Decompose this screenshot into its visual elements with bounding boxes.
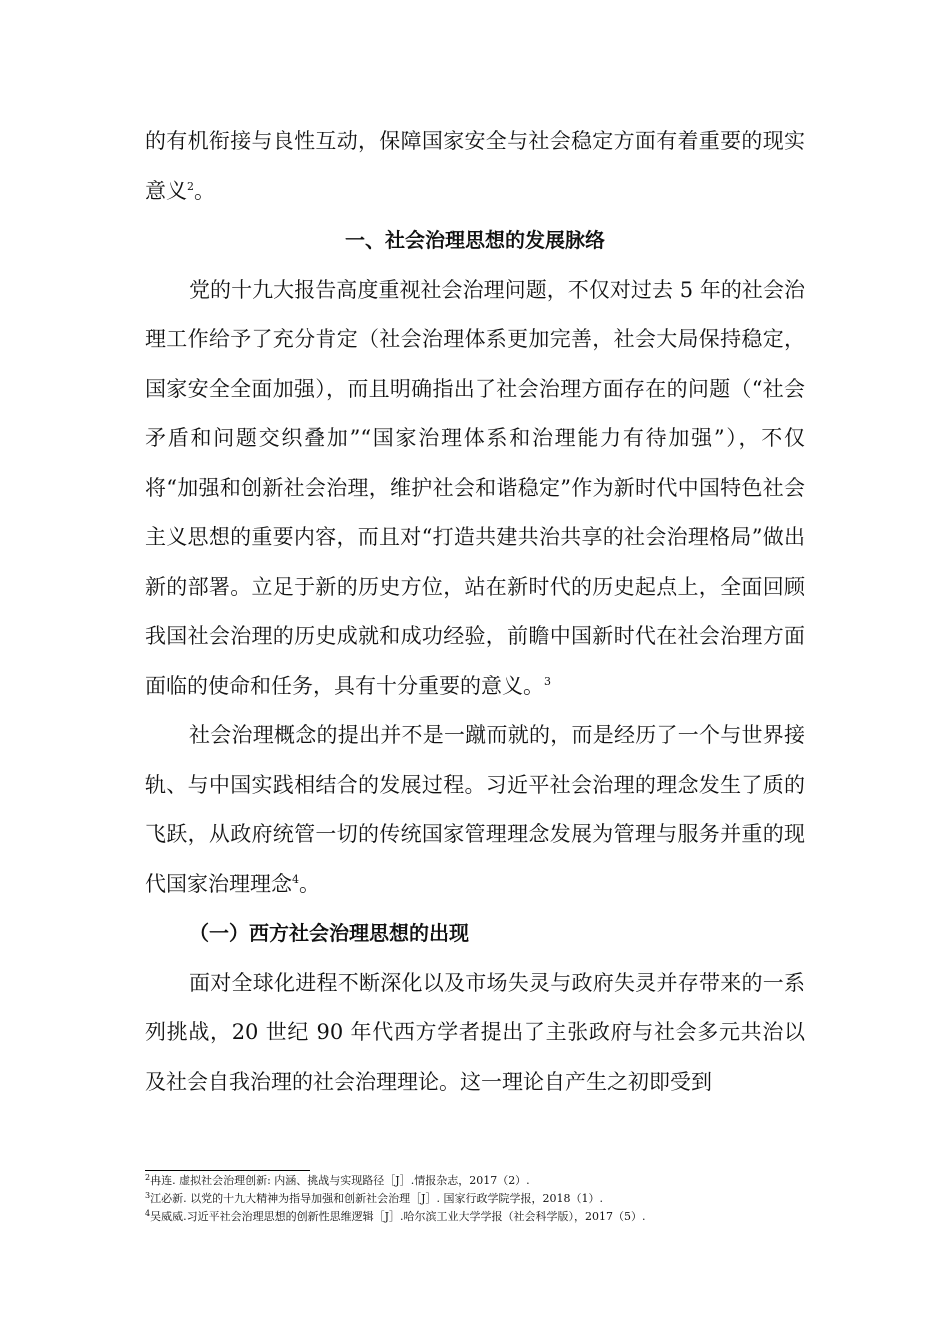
footnote: $^2$冉连. 虚拟社会治理创新: 内涵、挑战与实现路径［J］.情报杂志，2017（2）. — [145, 1173, 530, 1187]
footnote-separator — [145, 1170, 310, 1171]
paragraph: 社会治理概念的提出并不是一蹴而就的，而是经历了一个与世界接轨、与中国实践相结合的发展过程。习近平社会治理的理念发生了质的飞跃，从政府统管一切的传统国家管理理念发展为管理与服务并重的现代国家治理理念$^4$。 — [145, 723, 805, 896]
paragraph-continued: 的有机衔接与良性互动，保障国家安全与社会稳定方面有着重要的现实意义$^2$。 — [145, 129, 805, 203]
paragraph: 党的十九大报告高度重视社会治理问题，不仅对过去 5 年的社会治理工作给予了充分肯定（社会治理体系更加完善，社会大局保持稳定，国家安全全面加强），而且明确指出了社会治理方面存在的问题（“社会矛盾和问题交织叠加”“国家治理体系和治理能力有待加强”），不仅将“加强和创新社会治理，维护社会和谐稳定”作为新时代中国特色社会主义思想的重要内容，而且对“打造共建共治共享的社会治理格局”做出新的部署。立足于新的历史方位，站在新时代的历史起点上，全面回顾我国社会治理的历史成就和成功经验，前瞻中国新时代在社会治理方面面临的使命和任务，具有十分重要的意义。$^3$ — [145, 277, 805, 698]
footnotes — [145, 1172, 825, 1226]
body-text — [145, 117, 805, 1107]
section-heading: 一、社会治理思想的发展脉络 — [345, 228, 605, 252]
footnote-ref[interactable]: 2 — [187, 179, 194, 193]
footnote-ref[interactable]: 4 — [292, 872, 299, 886]
footnote: $^4$吴威威.习近平社会治理思想的创新性思维逻辑［J］.哈尔滨工业大学学报（社会科学版），2017（5）. — [145, 1209, 646, 1223]
paragraph: 面对全球化进程不断深化以及市场失灵与政府失灵并存带来的一系列挑战，20 世纪 90 年代西方学者提出了主张政府与社会多元共治以及社会自我治理的社会治理理论。这一理论自产生之初即受到 — [145, 970, 805, 1094]
footnote: $^3$江必新. 以党的十九大精神为指导加强和创新社会治理［J］. 国家行政学院学报，2018（1）. — [145, 1191, 603, 1205]
footnote-ref[interactable]: 3 — [544, 674, 551, 688]
subsection-heading: （一）西方社会治理思想的出现 — [189, 921, 469, 945]
